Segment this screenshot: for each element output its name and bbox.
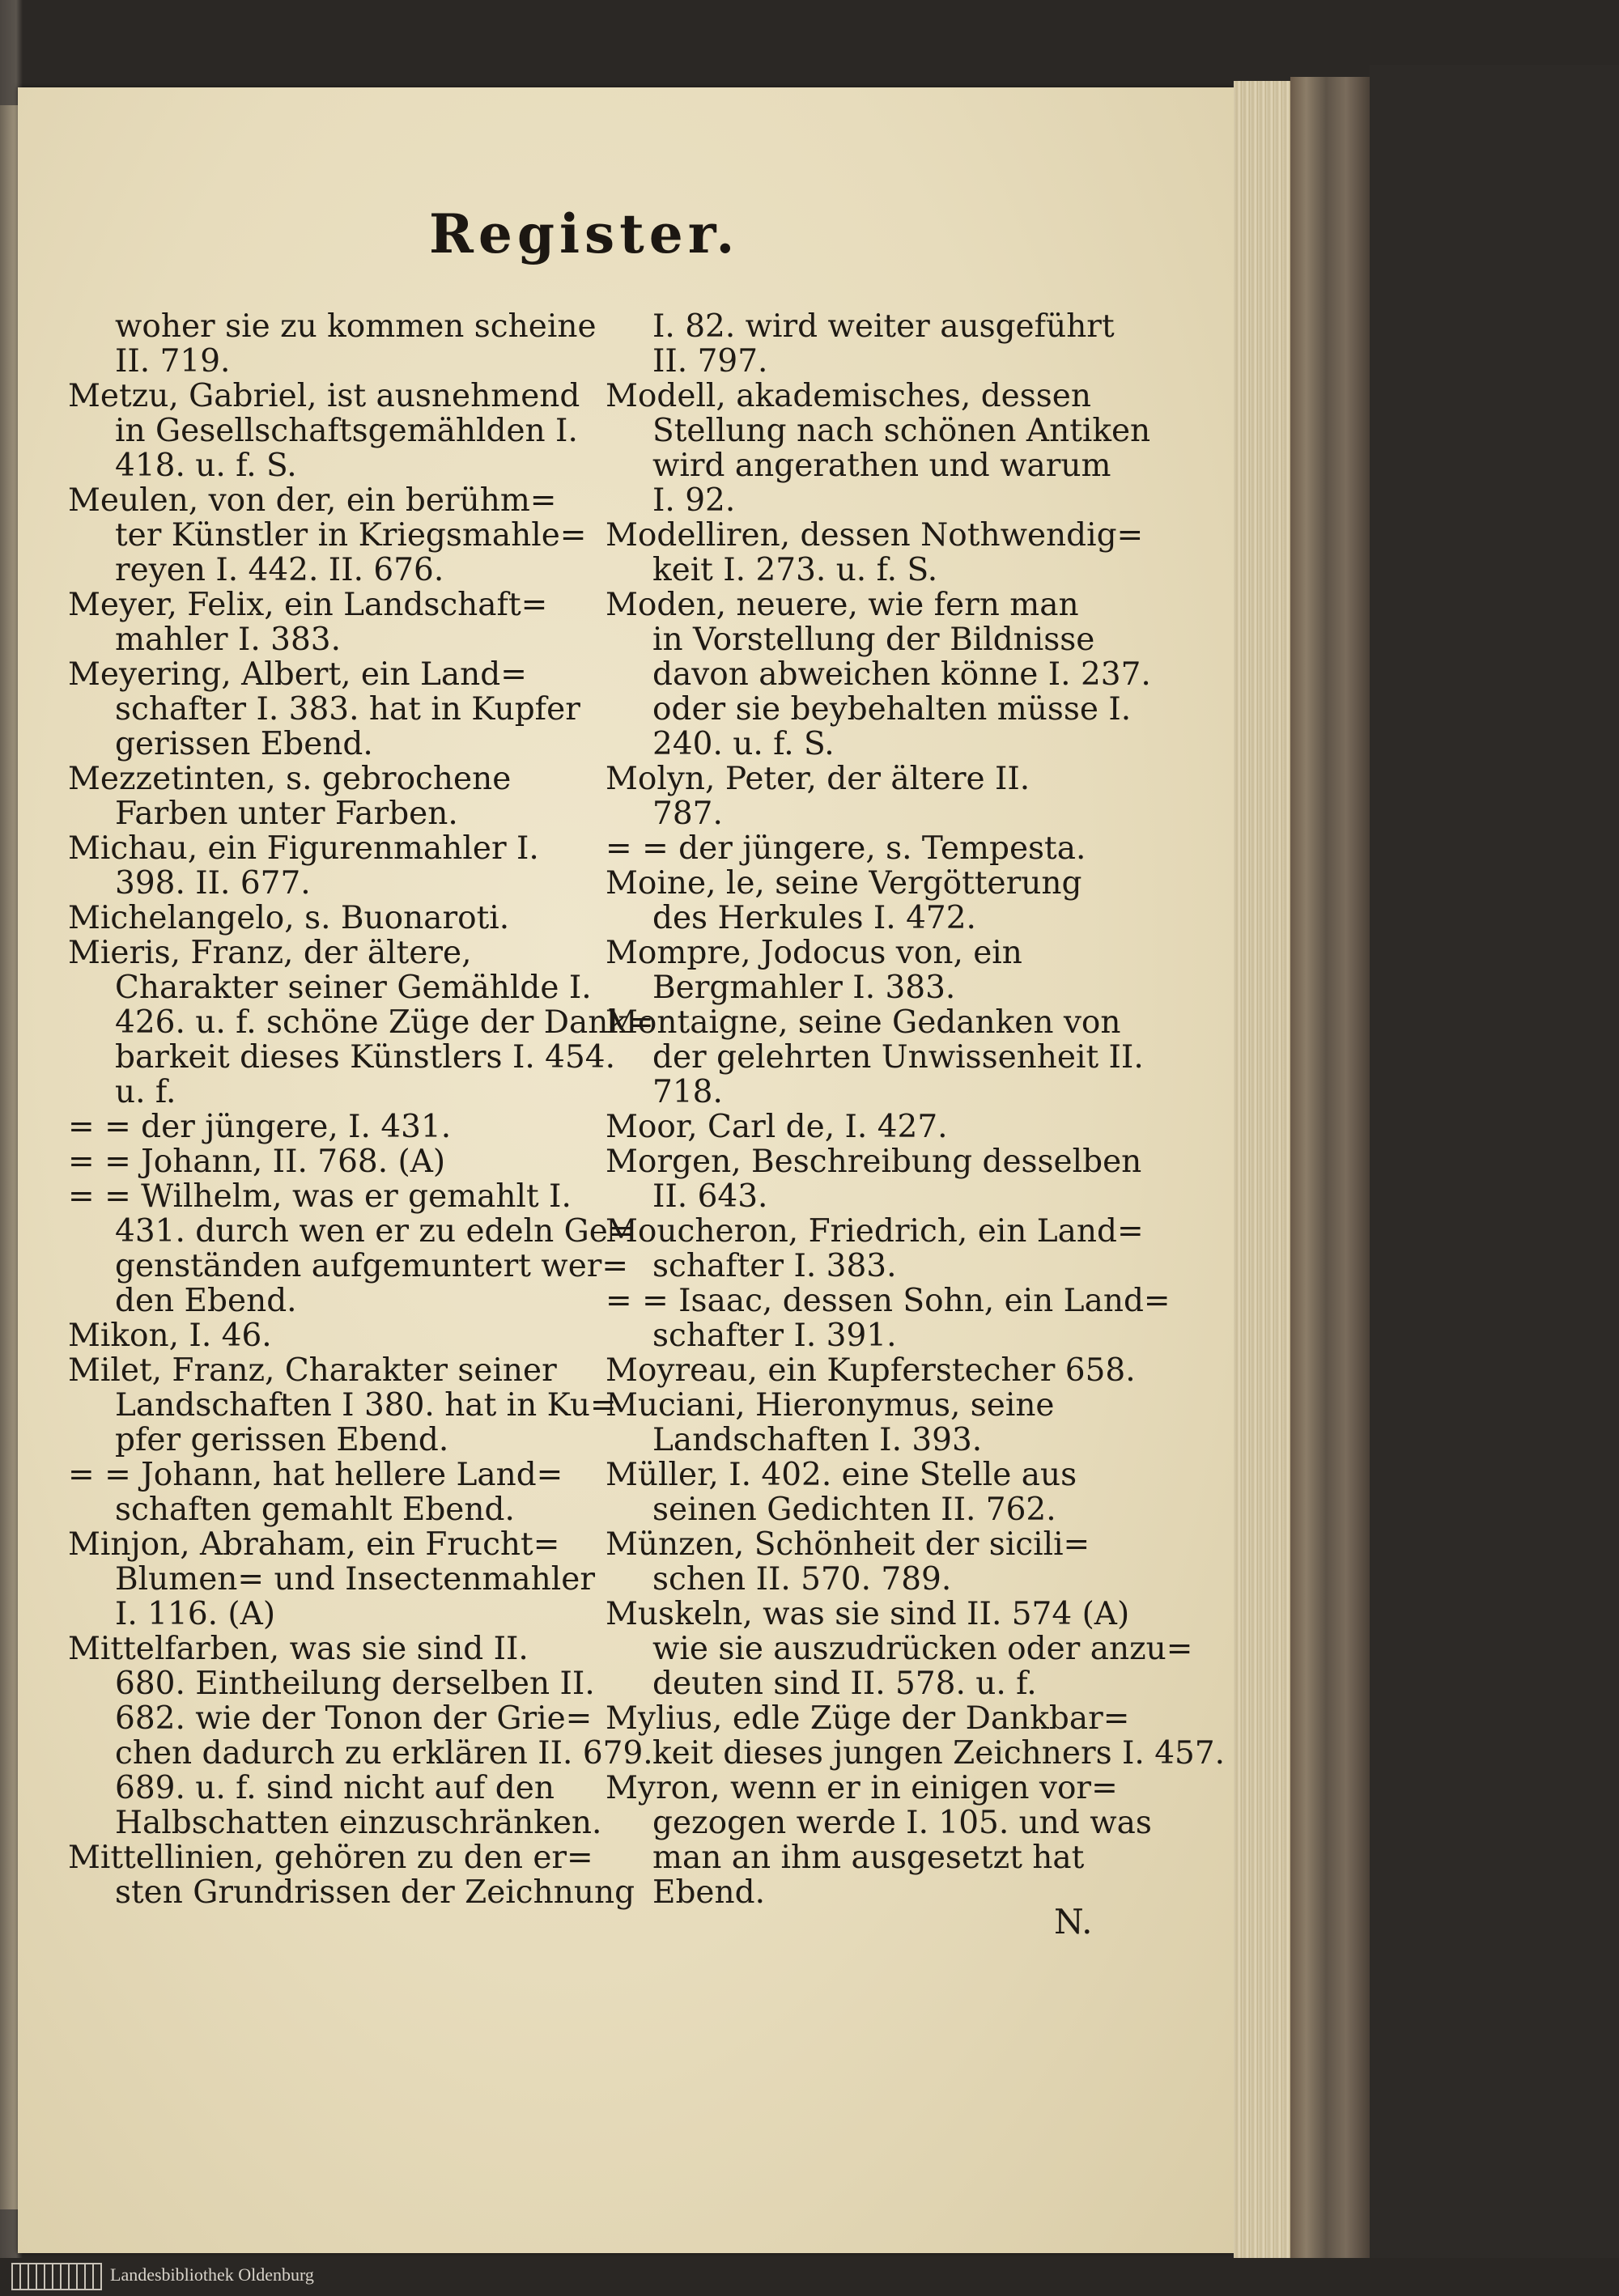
page-stack-edges (1234, 81, 1290, 2266)
index-line: Meulen, von der, ein berühm= (68, 482, 557, 519)
index-line: = = Wilhelm, was er gemahlt I. (68, 1178, 572, 1215)
index-line: Meyer, Felix, ein Landschaft= (68, 587, 548, 623)
index-line: Minjon, Abraham, ein Frucht= (68, 1526, 560, 1563)
index-line: 682. wie der Tonon der Grie= (115, 1700, 593, 1737)
index-line: 431. durch wen er zu edeln Ge= (115, 1213, 635, 1250)
index-line: Metzu, Gabriel, ist ausnehmend (68, 378, 580, 414)
index-line: Montaigne, seine Gedanken von (606, 1004, 1121, 1041)
index-line: woher sie zu kommen scheine (115, 308, 597, 345)
index-line: Halbschatten einzuschränken. (115, 1805, 602, 1841)
index-line: barkeit dieses Künstlers I. 454. (115, 1039, 615, 1076)
index-line: der gelehrten Unwissenheit II. (652, 1039, 1144, 1076)
index-line: chen dadurch zu erklären II. 679. (115, 1735, 653, 1772)
index-line: 426. u. f. schöne Züge der Dank= (115, 1004, 654, 1041)
index-line: gerissen Ebend. (115, 726, 373, 762)
index-line: Charakter seiner Gemählde I. (115, 970, 592, 1006)
index-line: Molyn, Peter, der ältere II. (606, 761, 1030, 797)
index-line: 680. Eintheilung derselben II. (115, 1666, 595, 1702)
index-line: I. 82. wird weiter ausgeführt (652, 308, 1115, 345)
index-line: Moine, le, seine Vergötterung (606, 865, 1082, 902)
index-line: schaften gemahlt Ebend. (115, 1492, 515, 1528)
index-line: sten Grundrissen der Zeichnung (115, 1874, 635, 1911)
index-line: des Herkules I. 472. (652, 900, 976, 936)
index-line: 718. (652, 1074, 723, 1110)
index-line: Mikon, I. 46. (68, 1318, 272, 1354)
index-line: oder sie beybehalten müsse I. (652, 691, 1132, 728)
index-line: Farben unter Farben. (115, 796, 458, 832)
index-line: deuten sind II. 578. u. f. (652, 1666, 1037, 1702)
index-line: Mylius, edle Züge der Dankbar= (606, 1700, 1130, 1737)
index-line: Morgen, Beschreibung desselben (606, 1144, 1142, 1180)
index-line: 787. (652, 796, 723, 832)
index-line: Stellung nach schönen Antiken (652, 413, 1151, 449)
index-line: Muciani, Hieronymus, seine (606, 1387, 1055, 1424)
index-line: Münzen, Schönheit der sicili= (606, 1526, 1090, 1563)
index-line: ter Künstler in Kriegsmahle= (115, 517, 587, 554)
index-line: Landschaften I 380. hat in Ku= (115, 1387, 617, 1424)
index-line: Moden, neuere, wie fern man (606, 587, 1079, 623)
index-line: II. 797. (652, 343, 768, 380)
index-line: = = Johann, II. 768. (A) (68, 1144, 446, 1180)
index-line: 398. II. 677. (115, 865, 311, 902)
page-title: Register. (429, 202, 740, 265)
index-line: 689. u. f. sind nicht auf den (115, 1770, 555, 1806)
index-line: = = Isaac, dessen Sohn, ein Land= (606, 1283, 1171, 1319)
index-line: in Gesellschaftsgemählden I. (115, 413, 578, 449)
index-line: den Ebend. (115, 1283, 297, 1319)
index-line: keit I. 273. u. f. S. (652, 552, 938, 588)
index-line: Modell, akademisches, dessen (606, 378, 1091, 414)
index-line: Mittellinien, gehören zu den er= (68, 1840, 593, 1876)
index-line: = = der jüngere, s. Tempesta. (606, 830, 1086, 867)
index-line: 240. u. f. S. (652, 726, 835, 762)
library-name: Landesbibliothek Oldenburg (110, 2264, 314, 2285)
dark-background-right (1370, 65, 1619, 2296)
index-line: Muskeln, was sie sind II. 574 (A) (606, 1596, 1130, 1632)
index-line: I. 116. (A) (115, 1596, 276, 1632)
index-line: pfer gerissen Ebend. (115, 1422, 449, 1458)
index-line: = = Johann, hat hellere Land= (68, 1457, 563, 1493)
book-cover-edge (1290, 77, 1370, 2278)
index-line: Mieris, Franz, der ältere, (68, 935, 472, 971)
index-line: Modelliren, dessen Nothwendig= (606, 517, 1144, 554)
index-line: Moor, Carl de, I. 427. (606, 1109, 948, 1145)
index-line: genständen aufgemuntert wer= (115, 1248, 629, 1284)
index-line: gezogen werde I. 105. und was (652, 1805, 1152, 1841)
index-line: schen II. 570. 789. (652, 1561, 952, 1598)
index-line: seinen Gedichten II. 762. (652, 1492, 1056, 1528)
index-column-right (606, 308, 1226, 1911)
index-line: I. 92. (652, 482, 736, 519)
index-line: Blumen= und Insectenmahler (115, 1561, 595, 1598)
index-line: Michelangelo, s. Buonaroti. (68, 900, 510, 936)
index-line: Müller, I. 402. eine Stelle aus (606, 1457, 1077, 1493)
index-line: wie sie auszudrücken oder anzu= (652, 1631, 1193, 1667)
index-line: u. f. (115, 1074, 176, 1110)
index-line: Moyreau, ein Kupferstecher 658. (606, 1352, 1136, 1389)
library-logo-icon (11, 2263, 102, 2290)
index-line: 418. u. f. S. (115, 448, 297, 484)
index-line: Meyering, Albert, ein Land= (68, 656, 527, 693)
index-line: schafter I. 383. hat in Kupfer (115, 691, 580, 728)
index-line: schafter I. 383. (652, 1248, 897, 1284)
index-line: Landschaften I. 393. (652, 1422, 983, 1458)
index-line: mahler I. 383. (115, 622, 341, 658)
index-line: Michau, ein Figurenmahler I. (68, 830, 539, 867)
index-line: Myron, wenn er in einigen vor= (606, 1770, 1118, 1806)
index-line: II. 719. (115, 343, 231, 380)
index-line: wird angerathen und warum (652, 448, 1111, 484)
index-line: keit dieses jungen Zeichners I. 457. (652, 1735, 1226, 1772)
index-line: schafter I. 391. (652, 1318, 897, 1354)
index-line: II. 643. (652, 1178, 768, 1215)
catchword: N. (1054, 1902, 1093, 1942)
index-line: Moucheron, Friedrich, ein Land= (606, 1213, 1144, 1250)
index-column-left (68, 308, 654, 1911)
index-line: = = der jüngere, I. 431. (68, 1109, 452, 1145)
index-line: man an ihm ausgesetzt hat (652, 1840, 1085, 1876)
index-line: Mittelfarben, was sie sind II. (68, 1631, 529, 1667)
index-line: Mezzetinten, s. gebrochene (68, 761, 512, 797)
index-line: Mompre, Jodocus von, ein (606, 935, 1022, 971)
index-line: Milet, Franz, Charakter seiner (68, 1352, 557, 1389)
index-line: Bergmahler I. 383. (652, 970, 956, 1006)
index-line: davon abweichen könne I. 237. (652, 656, 1151, 693)
index-line: reyen I. 442. II. 676. (115, 552, 444, 588)
index-line: in Vorstellung der Bildnisse (652, 622, 1095, 658)
index-line: Ebend. (652, 1874, 765, 1911)
